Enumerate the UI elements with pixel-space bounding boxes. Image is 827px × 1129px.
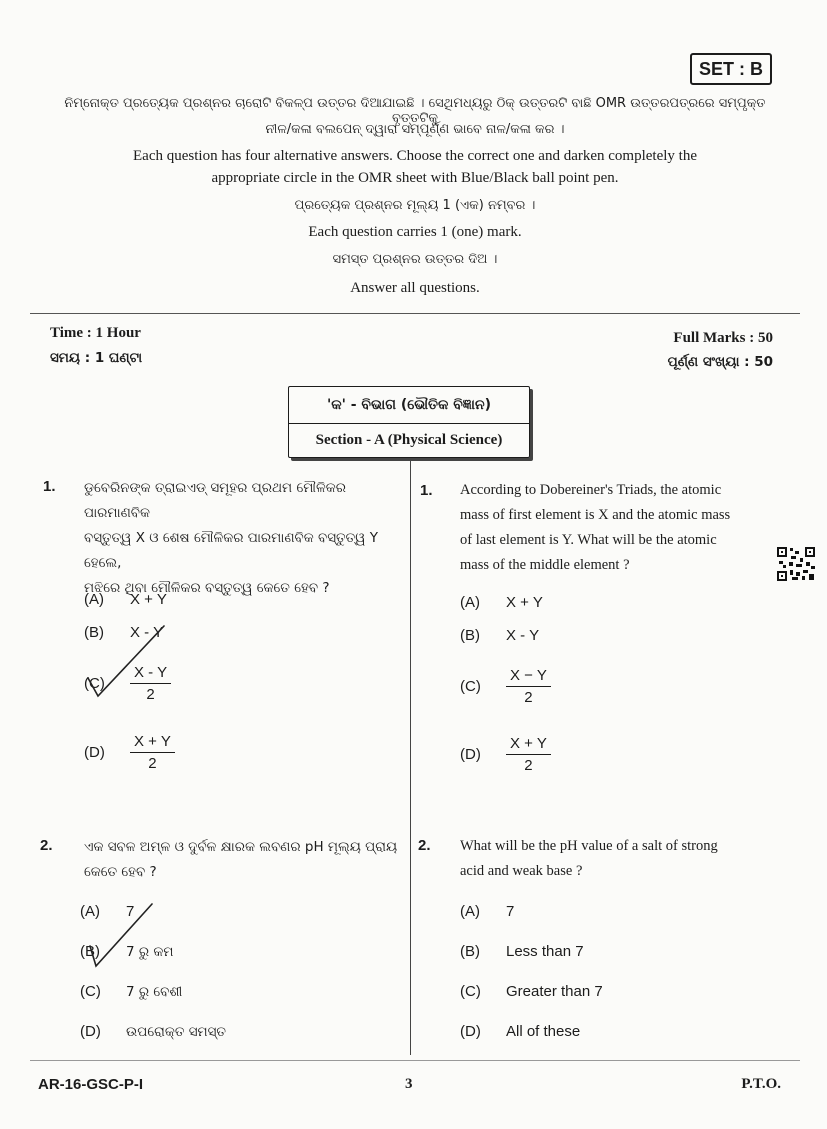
q2-en-option-a (460, 903, 514, 920)
option-label: (D) (460, 746, 481, 763)
q2-odia-line: ଏକ ସବଳ ଅମ୍ଳ ଓ ଦୁର୍ବଳ କ୍ଷାରକ ଲବଣର pH ମୂଲ୍ୟ ପ୍ରାୟ (84, 839, 398, 855)
section-title-english: Section - A (Physical Science) (315, 432, 503, 448)
option-text: 7 ରୁ କମ (126, 943, 174, 960)
instruction-odia-all: ସମସ୍ତ ପ୍ରଶ୍ନର ଉତ୍ତର ଦିଅ । (332, 252, 498, 267)
option-text: X - Y (130, 624, 164, 641)
option-text: X - Y (506, 627, 540, 644)
fraction-denominator: 2 (524, 689, 533, 706)
q2-text-en (460, 834, 790, 884)
instruction-odia-line2: ନୀଳ/କଳା ବଲପେନ୍ ଦ୍ୱାରା ସମ୍ପୂର୍ଣ୍ଣ ଭାବେ ନାଳ/କଳା କର । (265, 122, 565, 137)
instruction-en-line2: appropriate circle in the OMR sheet with Blue/Black ball point pen. (211, 170, 619, 186)
q2-en-option-c (460, 983, 603, 1000)
option-label: (A) (460, 903, 480, 920)
option-text: 7 (126, 903, 135, 920)
full-marks-od: ପୂର୍ଣ୍ଣ ସଂଖ୍ୟା : 50 (667, 354, 773, 370)
section-heading (288, 386, 530, 458)
q1-en-line: mass of the middle element ? (460, 557, 630, 573)
option-label: (A) (80, 903, 100, 920)
option-label: (B) (80, 943, 100, 960)
full-marks-en: Full Marks : 50 (673, 330, 773, 346)
option-label: (C) (80, 983, 101, 1000)
q1-odia-line: ଡୁବେରିନଙ୍କ ତ୍ରାଇଏଡ୍ ସମୂହର ପ୍ରଥମ ମୌଳିକର ପାରମାଣବିକ (84, 480, 346, 521)
q2-en-option-d (460, 1023, 580, 1040)
q1-en-line: According to Dobereiner's Triads, the atomic (460, 482, 722, 498)
q1-en-line: mass of first element is X and the atomic mass (460, 507, 731, 523)
option-text: X + Y (130, 591, 167, 608)
header-divider (30, 313, 800, 314)
option-label: (C) (460, 678, 481, 695)
q2-od-option-d (80, 1023, 226, 1040)
option-label: (D) (80, 1023, 101, 1040)
option-fraction (506, 735, 551, 774)
fraction-numerator: X − Y (506, 667, 551, 687)
time-od: ସମୟ : 1 ଘଣ୍ଟା (50, 350, 143, 366)
q2-number-odia: 2. (40, 837, 53, 854)
q2-en-line: acid and weak base ? (460, 863, 583, 879)
handwritten-tick-mark (82, 900, 162, 970)
q2-odia-line: କେତେ ହେବ ? (84, 864, 157, 880)
fraction-denominator: 2 (146, 686, 155, 703)
option-label: (D) (460, 1023, 481, 1040)
q2-en-line: What will be the pH value of a salt of strong (460, 838, 718, 854)
q1-text-odia (84, 476, 404, 601)
option-label: (A) (460, 594, 480, 611)
q1-en-option-c (460, 667, 551, 706)
option-text: 7 ରୁ ବେଶୀ (126, 983, 183, 1000)
q1-number-en: 1. (420, 482, 433, 499)
q1-en-line: of last element is Y. What will be the atomic (460, 532, 717, 548)
page-number: 3 (405, 1076, 413, 1092)
q1-odia-line: ବସ୍ତୁତ୍ୱ X ଓ ଶେଷ ମୌଳିକର ପାରମାଣବିକ ବସ୍ତୁତ୍ୱ Y ହେଲେ, (84, 530, 379, 571)
q1-en-option-d (460, 735, 551, 774)
instruction-en-line1: Each question has four alternative answers. Choose the correct one and darken completely the (133, 148, 697, 164)
option-fraction (506, 667, 551, 706)
fraction-numerator: X - Y (130, 664, 171, 684)
option-fraction (130, 733, 175, 772)
q1-en-option-a (460, 594, 543, 611)
option-text: 7 (506, 903, 515, 920)
option-label: (A) (84, 591, 104, 608)
footer-divider (30, 1060, 800, 1061)
option-text: Less than 7 (506, 943, 584, 960)
fraction-numerator: X + Y (506, 735, 551, 755)
qr-code-icon (776, 546, 816, 582)
q1-text-en (460, 478, 780, 578)
instruction-en-all: Answer all questions. (350, 280, 480, 296)
instruction-odia-mark: ପ୍ରତ୍ୟେକ ପ୍ରଶ୍ନର ମୂଲ୍ୟ 1 (ଏକ) ନମ୍ବର । (294, 198, 536, 213)
handwritten-tick-mark (84, 622, 174, 702)
q1-od-option-a (84, 591, 167, 608)
option-label: (D) (84, 744, 105, 761)
q1-odia-line: ମଝିରେ ଥିବା ମୌଳିକର ବସ୍ତୁତ୍ୱ କେତେ ହେବ ? (84, 580, 330, 596)
instruction-en-mark: Each question carries 1 (one) mark. (308, 224, 522, 240)
fraction-numerator: X + Y (130, 733, 175, 753)
column-divider (410, 460, 411, 1055)
instruction-odia-line1: ନିମ୍ନୋକ୍ତ ପ୍ରତ୍ୟେକ ପ୍ରଶ୍ନର ଚାରୋଟି ବିକଳ୍ପ ଉତ୍ତର ଦିଆଯାଇଛି । ସେଥିମଧ୍ୟରୁ ଠିକ୍ ଉତ୍ତରଟି ବାଛି OMR ଉତ୍ତରପତ୍ରରେ ସମ୍ପୃକ୍ତ ବୃତ୍ତଟିକୁ (64, 96, 766, 126)
option-label: (C) (460, 983, 481, 1000)
pto-label: P.T.O. (741, 1076, 781, 1092)
fraction-denominator: 2 (524, 757, 533, 774)
option-text: X + Y (506, 594, 543, 611)
q2-od-option-c (80, 983, 182, 1000)
paper-code: AR-16-GSC-P-I (38, 1076, 144, 1093)
q1-en-option-b (460, 627, 539, 644)
set-label: SET : B (690, 53, 772, 85)
option-label: (C) (84, 675, 105, 692)
fraction-denominator: 2 (148, 755, 157, 772)
option-text: ଉପରୋକ୍ତ ସମସ୍ତ (126, 1023, 227, 1040)
option-label: (B) (460, 627, 480, 644)
section-title-odia: 'କ' - ବିଭାଗ (ଭୌତିକ ବିଜ୍ଞାନ) (289, 387, 529, 424)
q2-text-odia (84, 835, 404, 885)
q2-number-en: 2. (418, 837, 431, 854)
q1-od-option-d (84, 733, 175, 772)
option-text: All of these (506, 1023, 581, 1040)
option-label: (B) (84, 624, 104, 641)
time-en: Time : 1 Hour (50, 325, 141, 341)
q1-number-odia: 1. (43, 478, 56, 495)
q2-en-option-b (460, 943, 584, 960)
option-text: Greater than 7 (506, 983, 603, 1000)
option-label: (B) (460, 943, 480, 960)
